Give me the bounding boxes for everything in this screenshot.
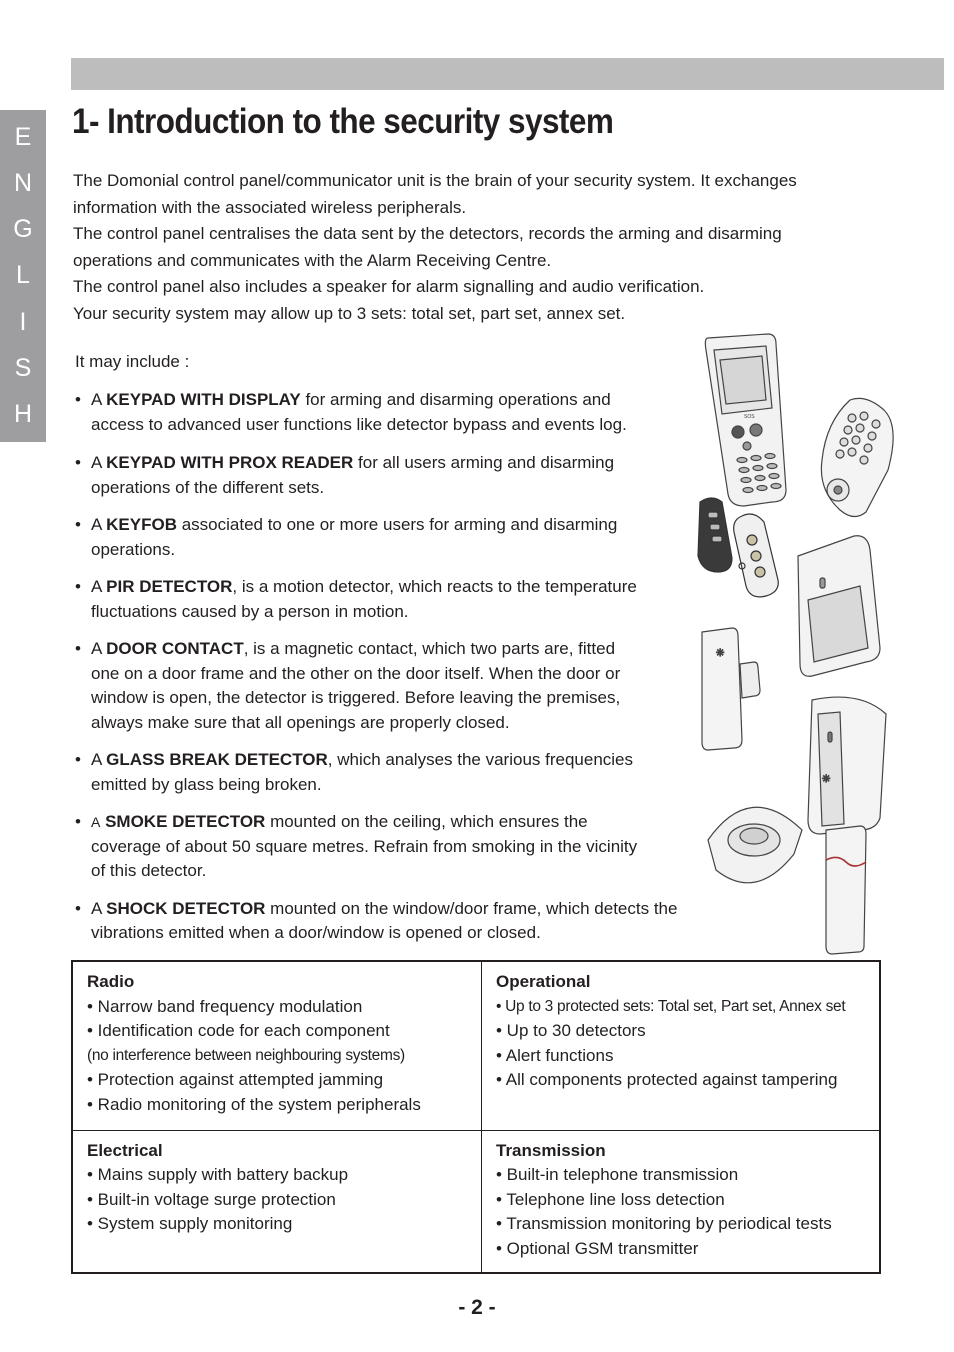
language-letter: L [16, 261, 30, 290]
list-item: • A KEYFOB associated to one or more users for arming and disarming operations. [75, 513, 735, 562]
spec-radio: Radio • Narrow band frequency modulation • Identification code for each component (no interference between neighbouring systems) • Protection against attempted jamming • Radio monitoring of the system peripherals [72, 961, 482, 1130]
language-tab [0, 110, 46, 442]
page-number: - 2 - [458, 1296, 496, 1319]
devices-illustration [690, 330, 954, 960]
glass-break-icon [808, 697, 886, 834]
may-include-label: It may include : [75, 352, 190, 371]
item-name: GLASS BREAK DETECTOR [106, 750, 328, 769]
item-name: SMOKE DETECTOR [105, 812, 266, 831]
door-contact-icon [702, 628, 760, 750]
pir-detector-icon [798, 536, 880, 676]
svg-text:✳: ✳ [716, 648, 725, 659]
spec-operational: Operational • Up to 3 protected sets: Total set, Part set, Annex set • Up to 30 detectors • Alert functions • All components protected against tampering [482, 961, 881, 1130]
component-list [75, 388, 735, 946]
intro-text [73, 168, 893, 327]
intro-line: information with the associated wireless peripherals. [73, 197, 467, 217]
smoke-detector-icon [708, 807, 802, 883]
language-letter: H [13, 400, 33, 429]
list-item: • A KEYPAD WITH PROX READER for all users arming and disarming operations of the different sets. [75, 451, 735, 500]
svg-text:✳: ✳ [822, 774, 831, 785]
list-item: • A DOOR CONTACT, is a magnetic contact, which two parts are, fitted one on a door frame and the other on the door itself. When the door or window is open, the detector is triggered. Before leaving the premises, always make sure that all openings are properly closed. [75, 637, 735, 735]
keypad-prox-icon [821, 398, 893, 516]
intro-line: The Domonial control panel/communicator unit is the brain of your security system. It exchanges [73, 171, 797, 190]
page-title: 1- Introduction to the security system [72, 102, 614, 141]
sos-label: SOS [744, 414, 755, 420]
shock-detector-icon [826, 826, 866, 954]
item-name: KEYFOB [106, 515, 177, 534]
item-name: KEYPAD WITH DISPLAY [106, 390, 301, 409]
list-item: • A GLASS BREAK DETECTOR, which analyses the various frequencies emitted by glass being broken. [75, 748, 735, 797]
language-letter: N [13, 168, 33, 197]
item-name: PIR DETECTOR [106, 577, 233, 596]
specifications-table [71, 960, 881, 1274]
intro-line: operations and communicates with the Alarm Receiving Centre. [73, 250, 552, 270]
item-name: SHOCK DETECTOR [106, 898, 266, 918]
header-bar [71, 58, 944, 90]
list-item: • A KEYPAD WITH DISPLAY for arming and disarming operations and access to advanced user functions like detector bypass and events log. [75, 388, 735, 437]
item-name: DOOR CONTACT [106, 639, 244, 658]
spec-transmission: Transmission • Built-in telephone transmission • Telephone line loss detection • Transmission monitoring by periodical tests • Optional GSM transmitter [482, 1130, 881, 1273]
keypad-display-icon [705, 334, 786, 506]
item-name: KEYPAD WITH PROX READER [106, 453, 354, 472]
spec-electrical: Electrical • Mains supply with battery backup • Built-in voltage surge protection • System supply monitoring [72, 1130, 482, 1273]
list-item: • A SMOKE DETECTOR mounted on the ceiling, which ensures the coverage of about 50 square metres. Refrain from smoking in the vicinity of this detector. [75, 810, 735, 884]
language-letter: S [14, 354, 32, 383]
language-letter: I [19, 307, 27, 336]
list-item: • A PIR DETECTOR, is a motion detector, which reacts to the temperature fluctuations caused by a person in motion. [75, 575, 735, 624]
language-letter: E [14, 122, 32, 151]
language-letter: G [13, 215, 33, 244]
list-item: • A SHOCK DETECTOR mounted on the window/door frame, which detects the vibrations emitted when a door/window is opened or closed. [75, 897, 735, 946]
keyfob-icon [698, 498, 778, 597]
intro-line: The control panel also includes a speaker for alarm signalling and audio verification. [73, 277, 705, 296]
intro-line: Your security system may allow up to 3 sets: total set, part set, annex set. [73, 303, 626, 323]
intro-line: The control panel centralises the data sent by the detectors, records the arming and disarming [73, 224, 782, 243]
